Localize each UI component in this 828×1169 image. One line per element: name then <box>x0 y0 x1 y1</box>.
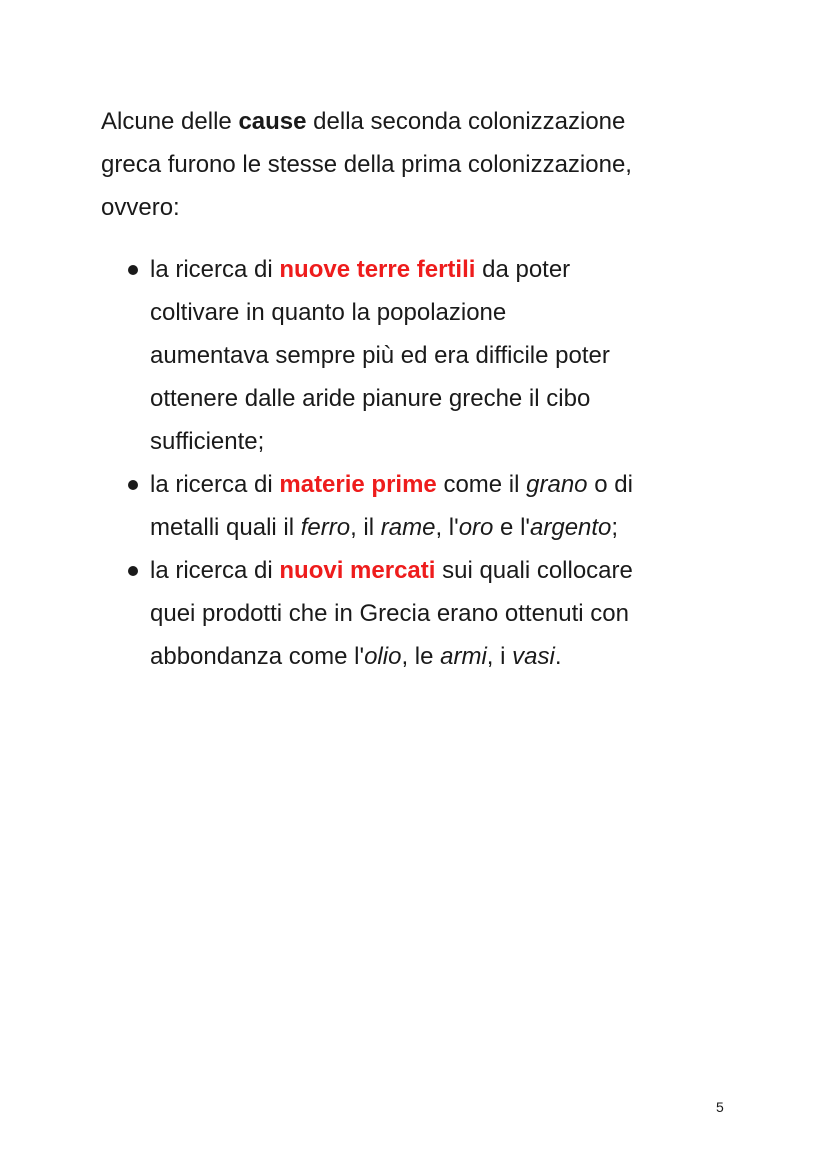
text-segment: , le <box>401 643 441 670</box>
text-segment: da poter <box>475 256 571 283</box>
bullet-icon <box>128 566 138 576</box>
text-line <box>150 248 761 291</box>
highlighted-term: nuovi mercati <box>279 557 436 584</box>
highlighted-term: nuove terre fertili <box>279 256 476 283</box>
text-segment: aumentava sempre più ed era difficile poter <box>150 342 610 369</box>
list-item <box>101 248 761 463</box>
text-segment: , il <box>350 514 381 541</box>
list-item <box>101 549 761 678</box>
text-segment: o di <box>587 471 633 498</box>
text-line <box>150 549 761 592</box>
text-segment: sui quali collocare <box>435 557 633 584</box>
italic-term: vasi <box>512 643 555 670</box>
text-segment: greca furono le stesse della prima colonizzazione, <box>101 151 632 178</box>
text-line <box>150 592 761 635</box>
text-segment: come il <box>436 471 527 498</box>
text-segment: la ricerca di <box>150 471 280 498</box>
text-line <box>150 506 761 549</box>
text-segment: , l' <box>435 514 459 541</box>
text-segment: abbondanza come l' <box>150 643 365 670</box>
italic-term: ferro <box>300 514 351 541</box>
text-segment: e l' <box>493 514 530 541</box>
italic-term: grano <box>526 471 588 498</box>
text-segment: della seconda colonizzazione <box>306 108 626 135</box>
text-line <box>150 334 761 377</box>
text-segment: , i <box>486 643 513 670</box>
text-segment: metalli quali il <box>150 514 301 541</box>
italic-term: oro <box>458 514 494 541</box>
text-line <box>150 463 761 506</box>
text-segment: Alcune delle <box>101 108 239 135</box>
text-line <box>150 377 761 420</box>
list-item <box>101 463 761 549</box>
bullet-icon <box>128 480 138 490</box>
text-line <box>101 100 741 143</box>
causes-list <box>101 248 761 678</box>
text-line <box>150 420 761 463</box>
text-segment: quei prodotti che in Grecia erano ottenuti con <box>150 600 629 627</box>
text-line <box>101 143 741 186</box>
italic-term: argento <box>530 514 612 541</box>
italic-term: armi <box>440 643 487 670</box>
italic-term: olio <box>364 643 402 670</box>
intro-paragraph <box>101 100 741 229</box>
page-number: 5 <box>716 1099 724 1115</box>
text-segment: coltivare in quanto la popolazione <box>150 299 507 326</box>
text-line <box>150 291 761 334</box>
text-line <box>101 186 741 229</box>
text-segment: sufficiente; <box>150 428 265 455</box>
text-segment: la ricerca di <box>150 557 280 584</box>
text-segment: la ricerca di <box>150 256 280 283</box>
italic-term: rame <box>380 514 436 541</box>
text-segment: ovvero: <box>101 194 180 221</box>
text-segment: ottenere dalle aride pianure greche il cibo <box>150 385 591 412</box>
highlighted-term: materie prime <box>279 471 437 498</box>
bullet-icon <box>128 265 138 275</box>
text-segment: . <box>554 643 562 670</box>
text-line <box>150 635 761 678</box>
bold-term: cause <box>238 108 307 135</box>
text-segment: ; <box>611 514 619 541</box>
